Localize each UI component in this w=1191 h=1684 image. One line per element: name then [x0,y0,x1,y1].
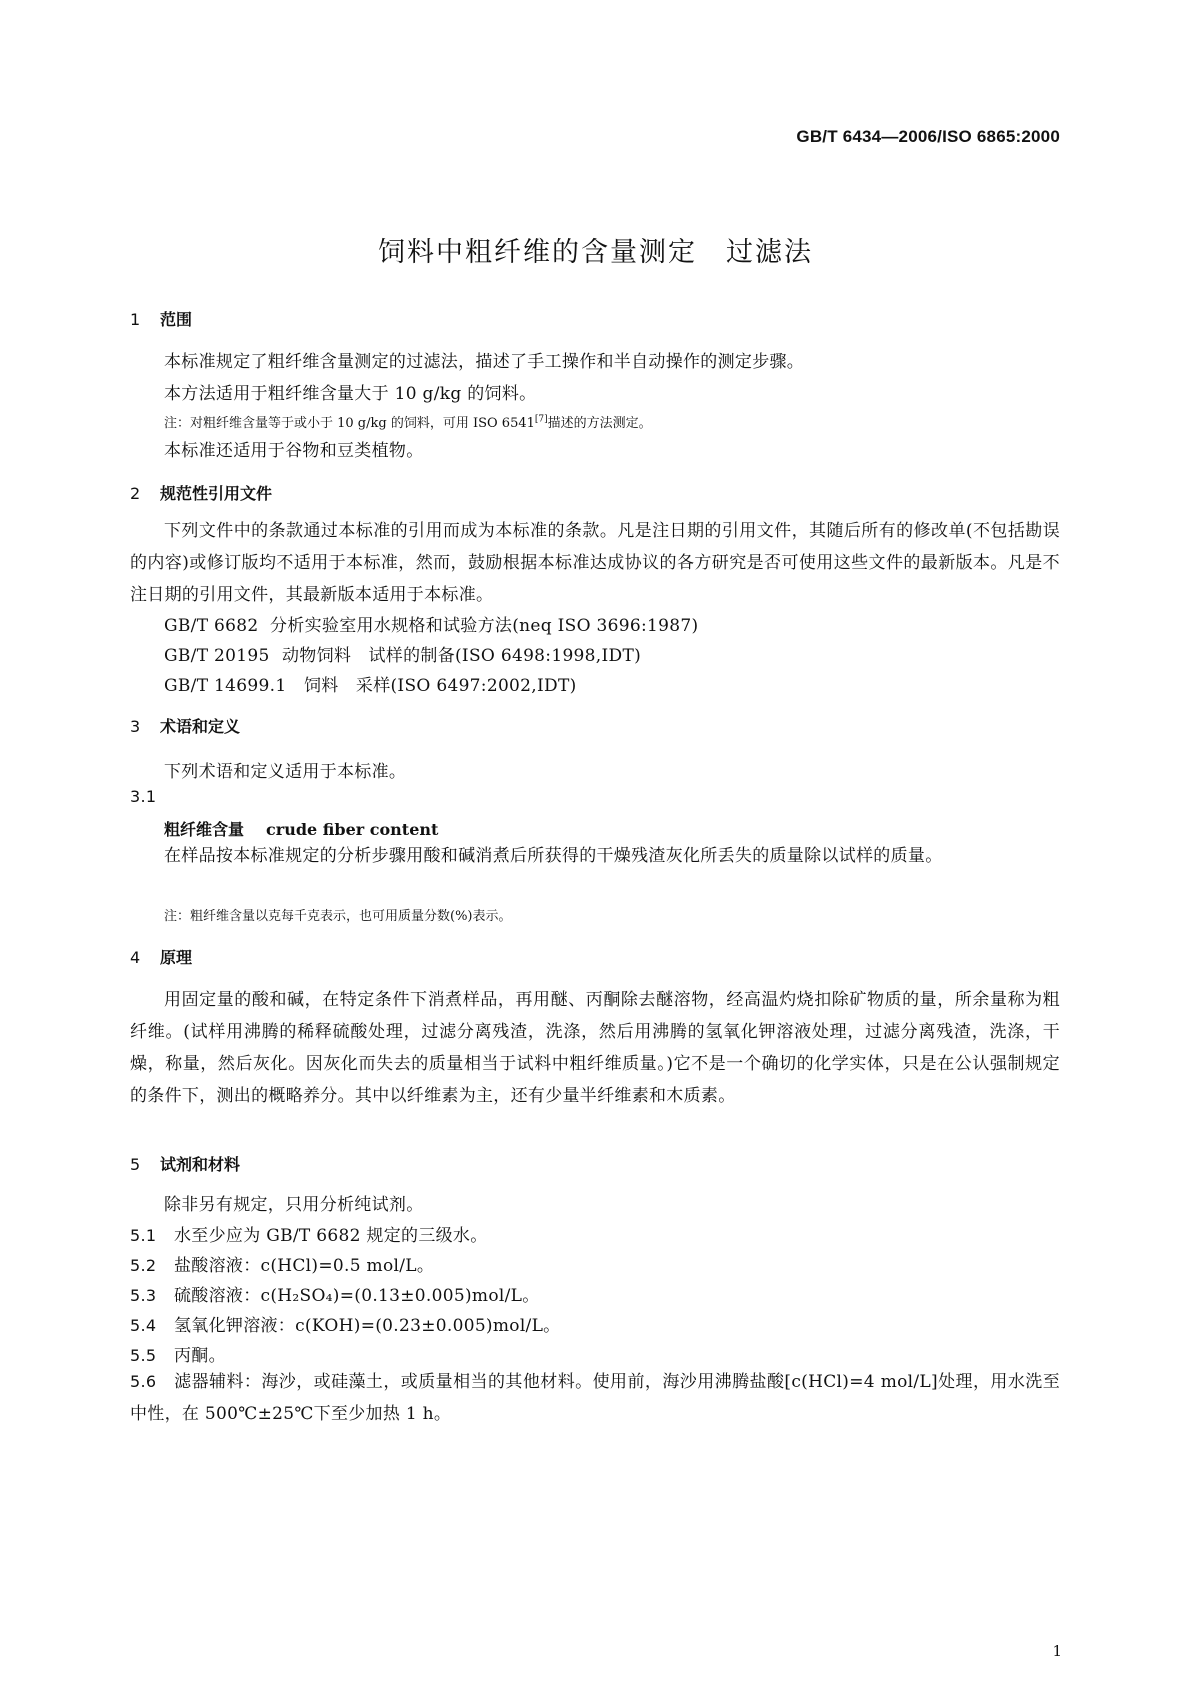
document-title: 饲料中粗纤维的含量测定 过滤法 [378,237,813,268]
paragraph: 下列术语和定义适用于本标准。 [164,762,407,782]
reference-title: 饲料 采样(ISO 6497:2002,IDT) [304,676,577,696]
section-title: 试剂和材料 [160,1155,241,1174]
reagent-item [130,1311,560,1336]
paragraph: 除非另有规定，只用分析纯试剂。 [164,1195,424,1215]
item-text: 丙酮。 [174,1346,226,1366]
reagent-item [130,1221,488,1246]
reference-title: 动物饲料 试样的制备(ISO 6498:1998,IDT) [282,646,642,666]
section-1-heading [130,307,192,330]
reagent-item [130,1341,226,1366]
term-english: crude fiber content [266,820,439,839]
term-entry [164,817,438,840]
paragraph: 本标准规定了粗纤维含量测定的过滤法，描述了手工操作和半自动操作的测定步骤。 [164,352,805,372]
item-number: 5.2 [130,1256,157,1275]
reference-title: 分析实验室用水规格和试验方法(neq ISO 3696:1987) [270,616,699,636]
item-text: 滤器辅料：海沙，或硅藻土，或质量相当的其他材料。使用前，海沙用沸腾盐酸[c(HCl)=4 mol/L]处理，用水洗至中性，在 500℃±25℃下至少加热 1 h。 [130,1372,1060,1424]
standard-code: GB/T 6434—2006/ISO 6865:2000 [796,127,1060,146]
reference-item [164,671,577,696]
section-2-heading [130,481,272,504]
item-number: 5.5 [130,1346,157,1365]
page-number: 1 [1052,1642,1062,1660]
reagent-item [130,1251,434,1276]
note [164,412,652,431]
section-title: 规范性引用文件 [160,484,273,503]
reagent-item [130,1281,540,1306]
section-number: 5 [130,1155,141,1174]
section-number: 2 [130,484,141,503]
item-text: 水至少应为 GB/T 6682 规定的三级水。 [174,1226,488,1246]
paragraph: 本标准还适用于谷物和豆类植物。 [164,441,424,461]
subsection-number: 3.1 [130,787,157,806]
section-3-heading [130,714,240,737]
reagent-item [130,1366,1060,1430]
item-number: 5.3 [130,1286,157,1305]
item-text: 氢氧化钾溶液：c(KOH)=(0.23±0.005)mol/L。 [174,1316,561,1336]
note-text: 注：对粗纤维含量等于或小于 10 g/kg 的饲料，可用 ISO 6541 [164,416,535,431]
reference-code: GB/T 20195 [164,646,270,666]
reference-item [164,611,698,636]
section-number: 1 [130,310,141,329]
section-title: 原理 [160,948,193,967]
section-number: 3 [130,717,141,736]
item-number: 5.1 [130,1226,157,1245]
item-text: 硫酸溶液：c(H₂SO₄)=(0.13±0.005)mol/L。 [174,1286,540,1306]
section-title: 范围 [160,310,193,329]
reference-code: GB/T 14699.1 [164,676,287,696]
citation-superscript: [7] [534,414,548,425]
section-5-heading [130,1152,240,1175]
section-4-heading [130,945,192,968]
definition: 在样品按本标准规定的分析步骤用酸和碱消煮后所获得的干燥残渣灰化所丢失的质量除以试样的质量。 [164,846,943,866]
paragraph: 本方法适用于粗纤维含量大于 10 g/kg 的饲料。 [164,384,537,404]
note-text: 描述的方法测定。 [547,416,652,431]
item-text: 盐酸溶液：c(HCl)=0.5 mol/L。 [174,1256,435,1276]
reference-item [164,641,641,666]
item-number: 5.6 [130,1372,157,1391]
paragraph: 下列文件中的条款通过本标准的引用而成为本标准的条款。凡是注日期的引用文件，其随后所有的修改单(不包括勘误的内容)或修订版均不适用于本标准，然而，鼓励根据本标准达成协议的各方研究是否可使用这些文件的最新版本。凡是不注日期的引用文件，其最新版本适用于本标准。 [130,521,1060,605]
section-number: 4 [130,948,141,967]
reference-code: GB/T 6682 [164,616,259,636]
note: 注：粗纤维含量以克每千克表示，也可用质量分数(%)表示。 [164,909,512,924]
section-title: 术语和定义 [160,717,241,736]
item-number: 5.4 [130,1316,157,1335]
term-chinese: 粗纤维含量 [164,820,245,839]
paragraph: 用固定量的酸和碱，在特定条件下消煮样品，再用醚、丙酮除去醚溶物，经高温灼烧扣除矿物质的量，所余量称为粗纤维。(试样用沸腾的稀释硫酸处理，过滤分离残渣，洗涤，然后用沸腾的氢氧化钾溶液处理，过滤分离残渣，洗涤，干燥，称量，然后灰化。因灰化而失去的质量相当于试料中粗纤维质量。)它不是一个确切的化学实体，只是在公认强制规定的条件下，测出的概略养分。其中以纤维素为主，还有少量半纤维素和木质素。 [130,990,1060,1106]
